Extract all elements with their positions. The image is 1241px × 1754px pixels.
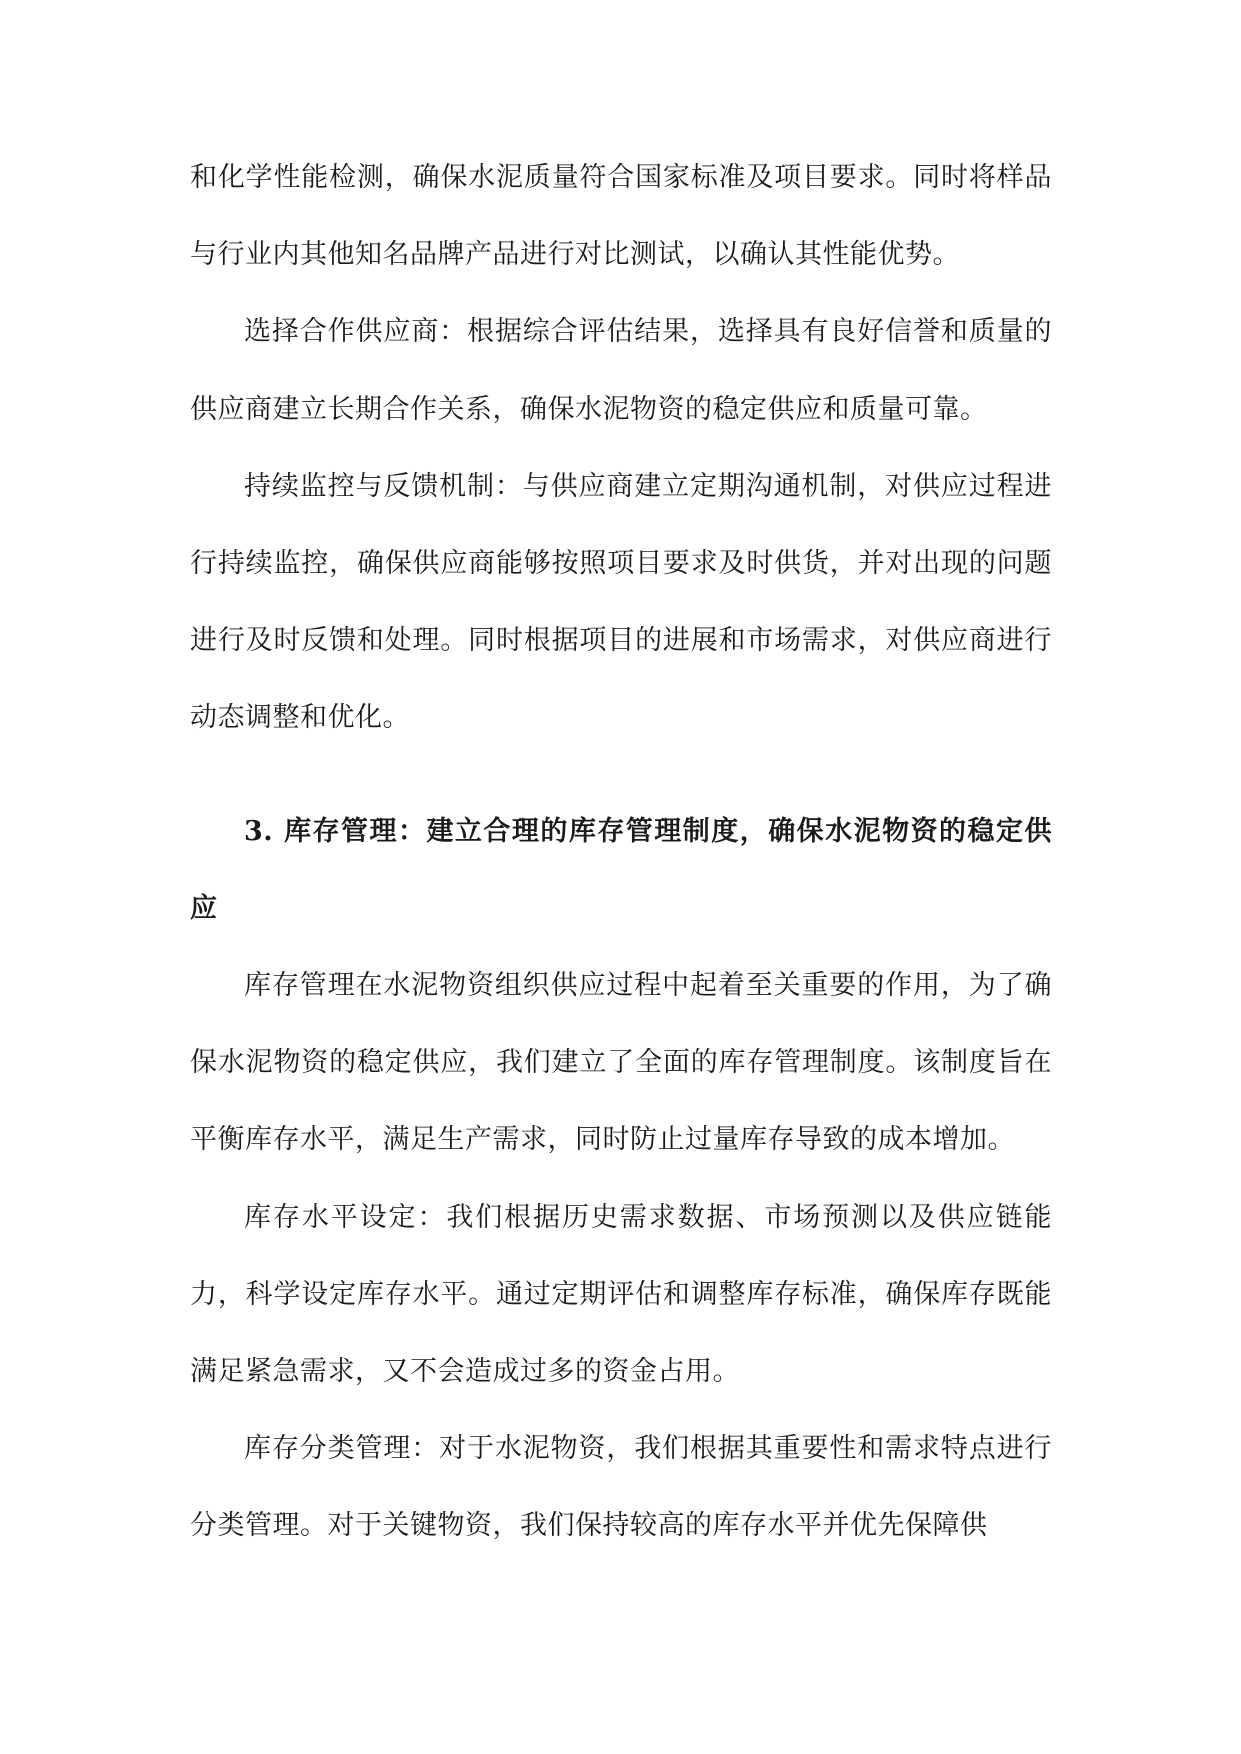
document-body <box>190 139 1052 1565</box>
paragraph-inventory-classification: 库存分类管理：对于水泥物资，我们根据其重要性和需求特点进行分类管理。对于关键物资，我们保持较高的库存水平并优先保障供 <box>190 1433 1052 1542</box>
paragraph-inventory-intro: 库存管理在水泥物资组织供应过程中起着至关重要的作用，为了确保水泥物资的稳定供应，我们建立了全面的库存管理制度。该制度旨在平衡库存水平，满足生产需求，同时防止过量库存导致的成本增加。 <box>190 970 1052 1156</box>
paragraph-continued: 和化学性能检测，确保水泥质量符合国家标准及项目要求。同时将样品与行业内其他知名品牌产品进行对比测试，以确认其性能优势。 <box>190 162 1052 271</box>
paragraph-select-supplier: 选择合作供应商：根据综合评估结果，选择具有良好信誉和质量的供应商建立长期合作关系，确保水泥物资的稳定供应和质量可靠。 <box>190 316 1052 425</box>
section-heading-inventory: 3. 库存管理：建立合理的库存管理制度，确保水泥物资的稳定供应 <box>190 815 1052 924</box>
paragraph-inventory-level: 库存水平设定：我们根据历史需求数据、市场预测以及供应链能力，科学设定库存水平。通过定期评估和调整库存标准，确保库存既能满足紧急需求，又不会造成过多的资金占用。 <box>190 1201 1052 1388</box>
paragraph-monitoring-feedback: 持续监控与反馈机制：与供应商建立定期沟通机制，对供应过程进行持续监控，确保供应商能够按照项目要求及时供货，并对出现的问题进行及时反馈和处理。同时根据项目的进展和市场需求，对供应商进行动态调整和优化。 <box>190 470 1052 734</box>
